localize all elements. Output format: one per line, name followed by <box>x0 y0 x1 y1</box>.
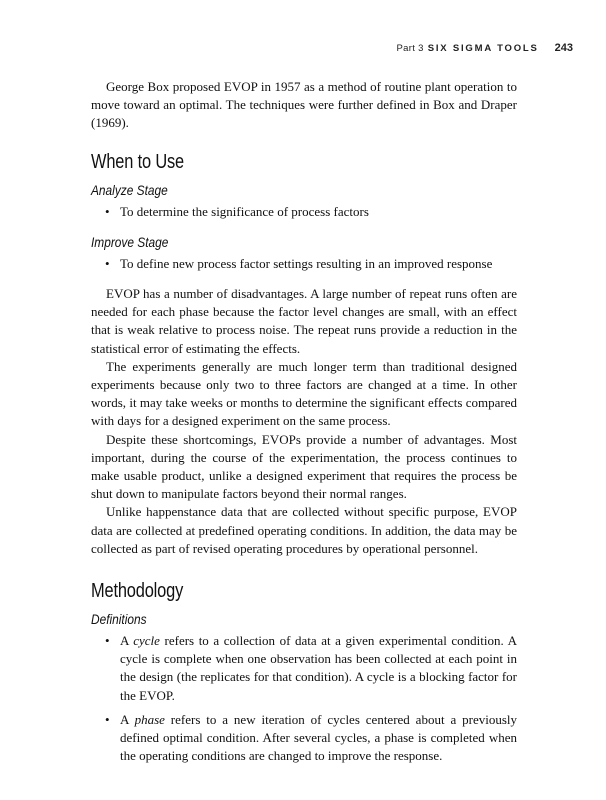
body-paragraph: Unlike happenstance data that are collected without specific purpose, EVOP data are collected at predefined operating conditions. In addition, the data may be collected as part of revised operating procedures by operational personnel. <box>91 504 517 556</box>
running-head-part: Part 3 <box>396 43 424 54</box>
list-item <box>91 632 517 705</box>
list-item <box>91 255 517 273</box>
methodology-heading: Methodology <box>91 580 184 603</box>
definition-term: phase <box>134 711 165 727</box>
bullet-icon: • <box>105 203 110 219</box>
bullet-icon: • <box>105 633 110 649</box>
running-head-title: SIX SIGMA TOOLS <box>427 43 539 54</box>
definition-pre: A <box>120 633 134 649</box>
body-paragraph: EVOP has a number of disadvantages. A large number of repeat runs often are needed for each phase because the factor level changes are small, with an effect that is weak relative to process noise. The repeat runs provide a reduction in the statistical error of estimating the effects. <box>91 286 517 356</box>
bullet-icon: • <box>105 255 110 271</box>
list-item <box>91 711 517 766</box>
page-body <box>91 78 517 777</box>
body-paragraph: Despite these shortcomings, EVOPs provide a number of advantages. Most important, during the course of the experimentation, the process continues to make usable product, unlike a designed experiment that requires the process be shut down to manipulate factors beyond their normal ranges. <box>91 431 517 502</box>
definition-text: refers to a collection of data at a given experimental condition. A cycle is complete when one observation has been collected at each point in the design (the replicates for that condition). A cycle is a blocking factor for the EVOP. <box>120 633 517 703</box>
improve-stage-heading: Improve Stage <box>91 233 169 250</box>
definition-text: refers to a new iteration of cycles centered about a previously defined optimal condition. After several cycles, a phase is completed when the operating conditions are changed to improve the response. <box>120 711 517 764</box>
body-paragraph: The experiments generally are much longer term than traditional designed experiments because only two to three factors are changed at a time. In other words, it may take weeks or months to determine the significant effects compared with days for a designed experiment on the same process. <box>91 358 517 429</box>
list-item-text: To determine the significance of process factors <box>120 203 369 219</box>
running-head <box>397 42 573 54</box>
analyze-stage-list <box>91 203 517 221</box>
bullet-icon: • <box>105 711 110 727</box>
intro-paragraph: George Box proposed EVOP in 1957 as a method of routine plant operation to move toward an optimal. The techniques were further defined in Box and Draper (1969). <box>91 79 517 131</box>
definitions-heading: Definitions <box>91 611 147 628</box>
page-number: 243 <box>554 42 573 54</box>
analyze-stage-heading: Analyze Stage <box>91 181 168 198</box>
list-item <box>91 203 517 221</box>
definition-term: cycle <box>133 633 160 649</box>
definition-pre: A <box>120 711 135 727</box>
definitions-list <box>91 632 517 765</box>
when-to-use-heading: When to Use <box>91 150 184 173</box>
improve-stage-list <box>91 255 517 273</box>
list-item-text: To define new process factor settings resulting in an improved response <box>120 255 493 271</box>
